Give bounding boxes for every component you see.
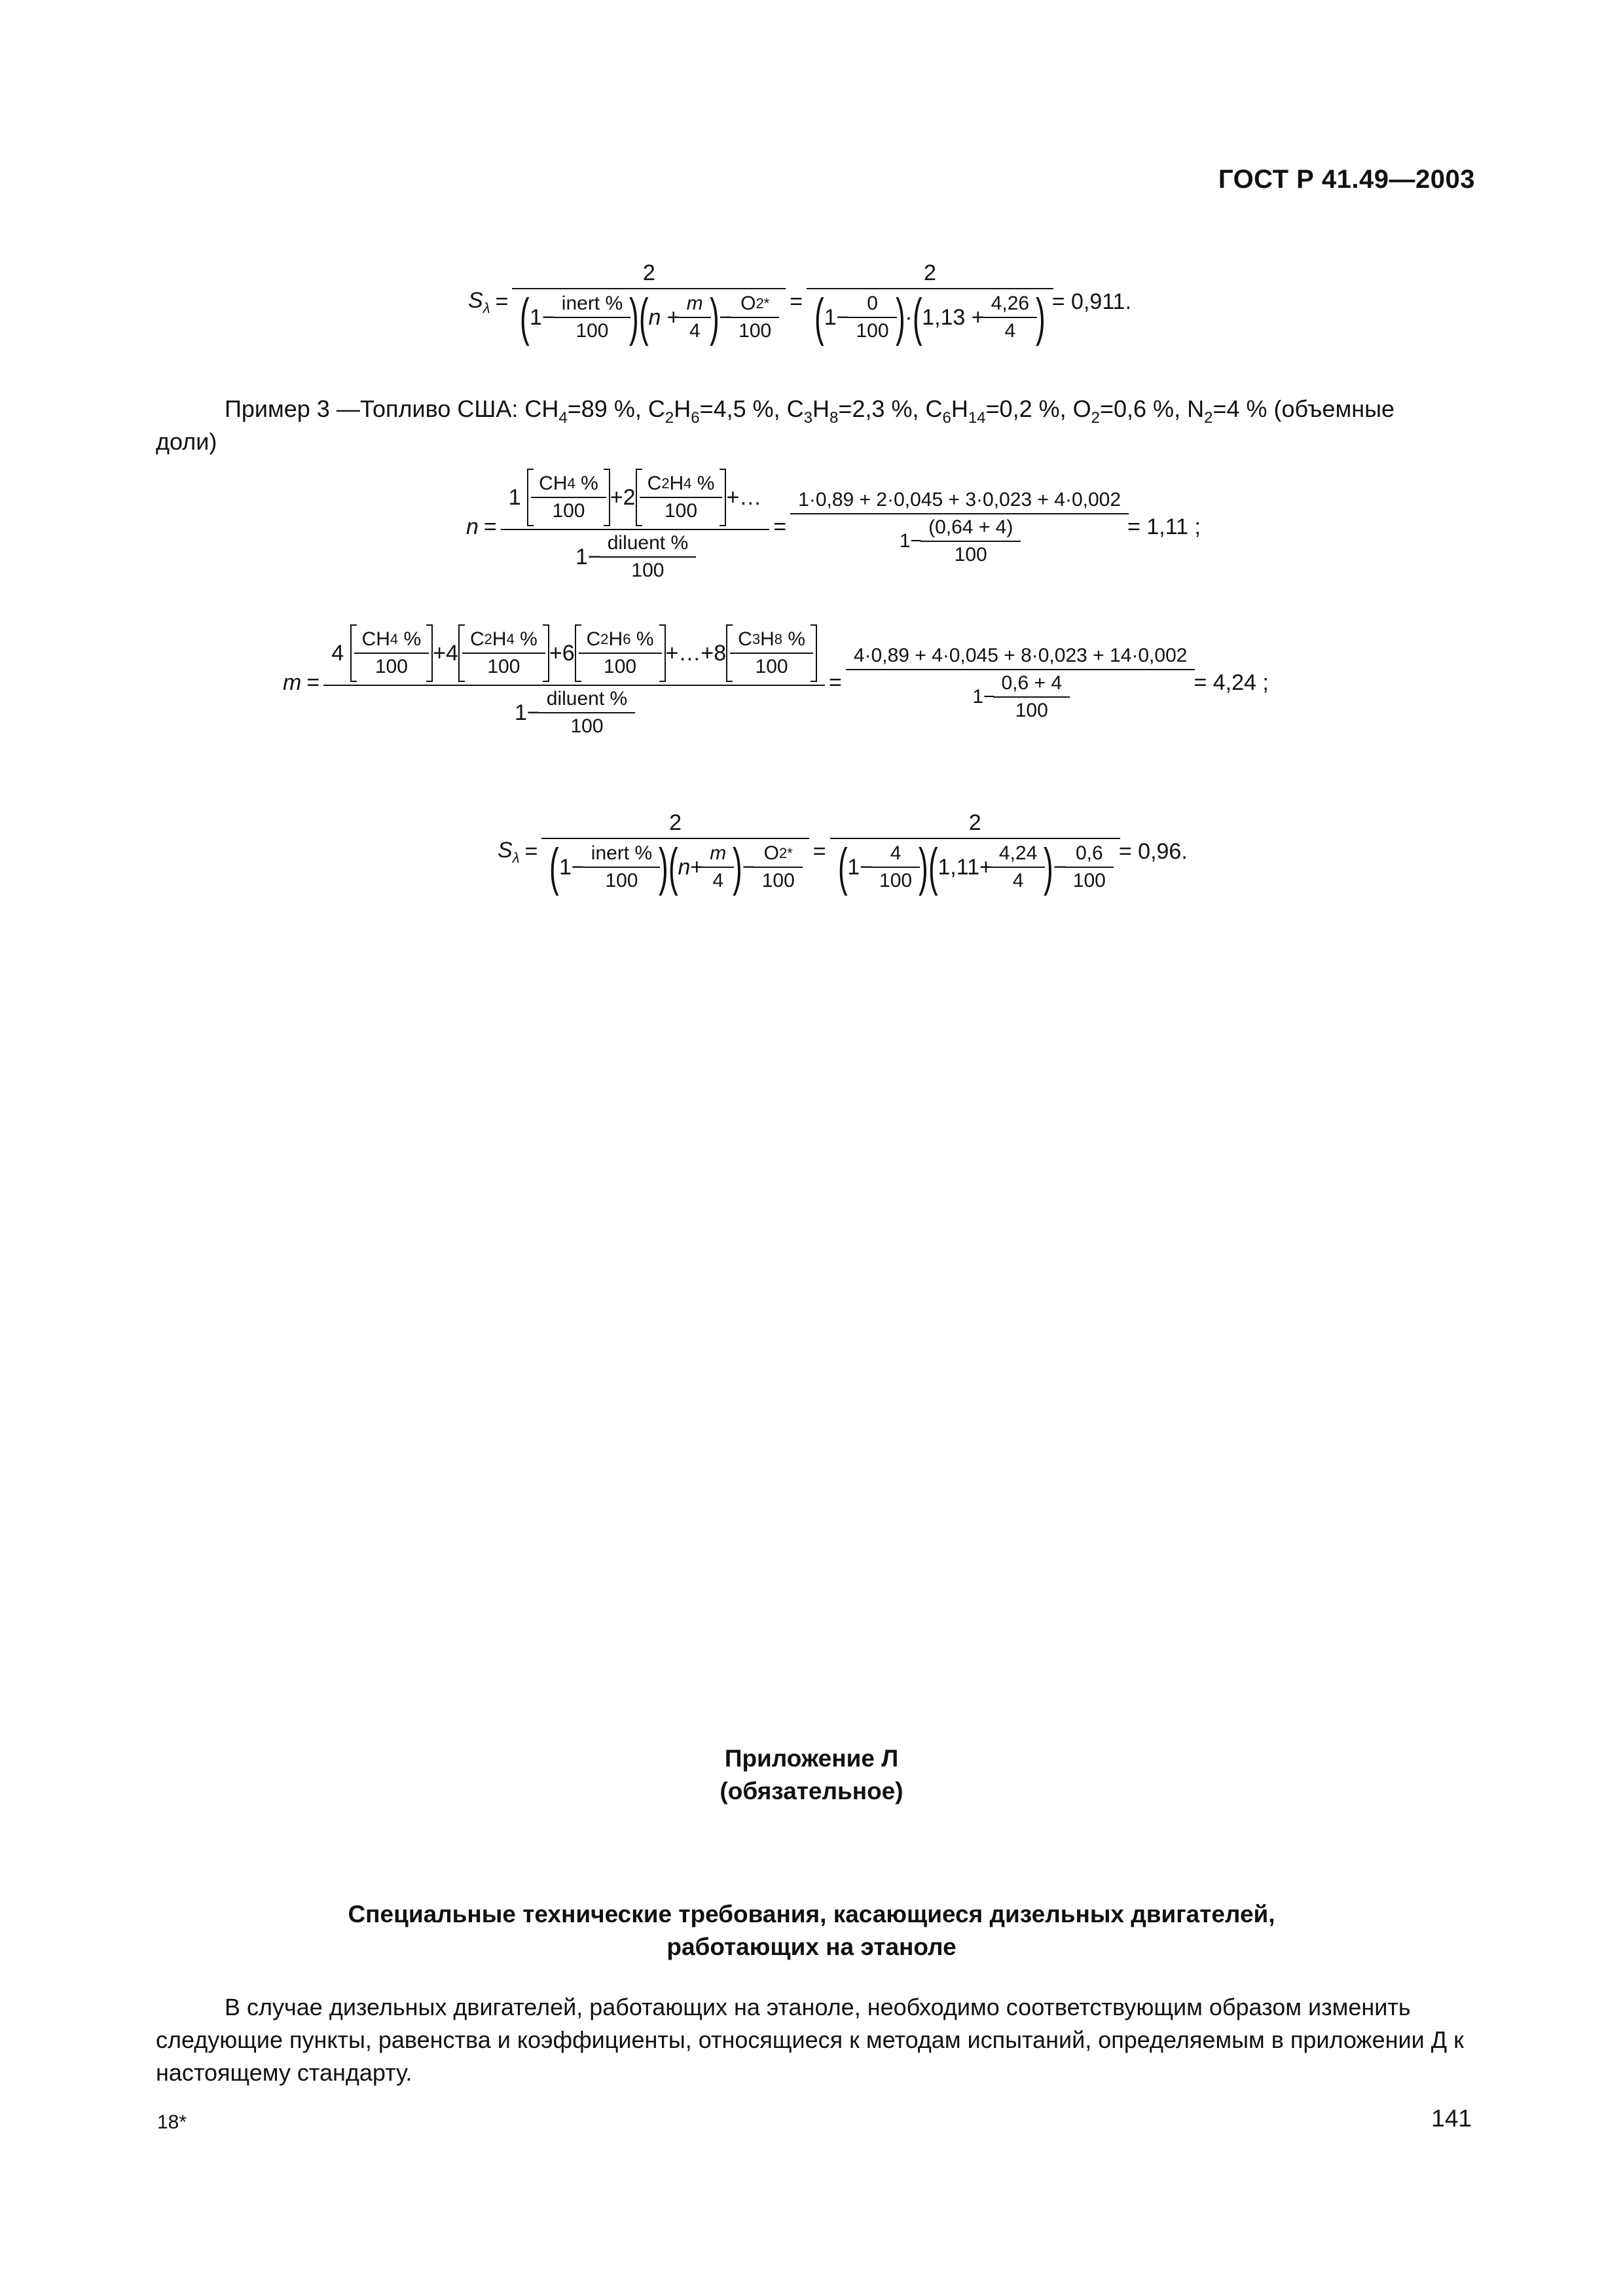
chem-subscript: 14 — [968, 409, 986, 427]
chem-subscript: 2 — [1091, 409, 1100, 427]
composition-text: H — [812, 395, 830, 422]
appendix-title: Приложение Л — [724, 1745, 899, 1772]
equation-n: n = 1 CH 4 % 100 + 2 C 2 H 4 % 100 +… 1 − $\frac{\text{diluent \%}}{100}$ = 1·0,89 + 2·0,045 + 3·0,023 + 4·0,002 1 − $\frac{(0,64 + 4)}{100}$ = 1,11 ; — [466, 473, 1201, 581]
s-lambda-numeric-fraction: 2 ( 1− $\frac{0}{100}$ ) · ( 1,13 + $\frac{4,26}{4}$ ) — [811, 260, 1049, 344]
equation-m: m = 4 CH 4 % 100 + 4 C 2 H 4 % 100 + 6 C 2 H 6 % 100 +…+ 8 C 3 H 8 % 100 1 − $\frac{\text{diluent \%}}{100}$ = 4·0,89 + 4·0,045 + 8·0,023 + 14·0,002 1 − $\frac{0,6 + 4}{100}$ = 4,24 ; — [283, 628, 1269, 737]
s-lambda-symbol: $S_\lambda$ — [468, 287, 490, 316]
s-lambda-general-fraction: 2 ( 1− $\frac{\text{inert \%}}{100}$ ) ( n + $\frac{m}{4}$ ) − O 2 * 100 — [516, 260, 782, 344]
equation-s-lambda-example2: $S_\lambda$ = 2 ( 1− $\frac{\text{inert \%}}{100}$ ) ( n + $\frac{m}{4}$ ) − O 2 * 100 = 2 ( 1− $\frac{0}{100}$ ) · ( 1,13 + $\frac{4,26}{4}$ ) = 0,911. — [468, 260, 1132, 346]
page-number: 141 — [1431, 2105, 1472, 2132]
composition-text: H — [951, 395, 968, 422]
chem-subscript: 3 — [803, 409, 813, 427]
chem-subscript: 2 — [1204, 409, 1213, 427]
chem-subscript: 6 — [942, 409, 951, 427]
chem-subscript: 6 — [691, 409, 700, 427]
composition-text: =4,5 %, C — [699, 395, 804, 422]
document-number: ГОСТ Р 41.49—2003 — [1218, 165, 1475, 194]
example3-continuation: доли) — [156, 428, 217, 455]
chem-subscript: 2 — [665, 409, 674, 427]
equation-s-lambda-example3: $S_\lambda$ = 2 ( 1− $\frac{\text{inert \%}}{100}$ ) ( n + $\frac{m}{4}$ ) − O 2 * 100 = 2 ( 1− $\frac{4}{100}$ ) ( 1,11 + $\frac{4,24}{4}$ ) − $\frac{0,6}{100}$ = 0,96. — [498, 810, 1188, 896]
appendix-body-paragraph: В случае дизельных двигателей, работающих на этаноле, необходимо соответствующим образом изменить следующие пункты, равенства и коэффициенты, относящиеся к методам испытаний, определяемым в приложении Д к настоящему стандарту. — [156, 1994, 1464, 2086]
appendix-status: (обязательное) — [720, 1778, 903, 1804]
composition-text: =89 %, C — [567, 395, 665, 422]
appendix-heading-line1: Специальные технические требования, касающиеся дизельных двигателей, — [348, 1901, 1275, 1928]
chem-subscript: 8 — [830, 409, 839, 427]
composition-text: =0,6 %, N — [1099, 395, 1205, 422]
composition-text: =0,2 %, O — [985, 395, 1091, 422]
composition-text: =2,3 %, C — [838, 395, 943, 422]
chem-subscript: 4 — [558, 409, 568, 427]
composition-text: =4 % (объемные — [1213, 395, 1395, 422]
composition-text: H — [674, 395, 691, 422]
s-lambda-result: = 0,911. — [1051, 289, 1132, 314]
appendix-heading-line2: работающих на этаноле — [666, 1933, 957, 1960]
example3-fuel-composition: Пример 3 —Топливо США: $CH_4=89$ %, $C_2H_6=4,5$ %, $C_3H_8=2,3$ %, $C_6H_{14}=0,2$ %, $O_2=0,6$ %, $N_2=4$ % (объемные — [225, 395, 1395, 427]
sheet-mark: 18* — [157, 2111, 187, 2133]
